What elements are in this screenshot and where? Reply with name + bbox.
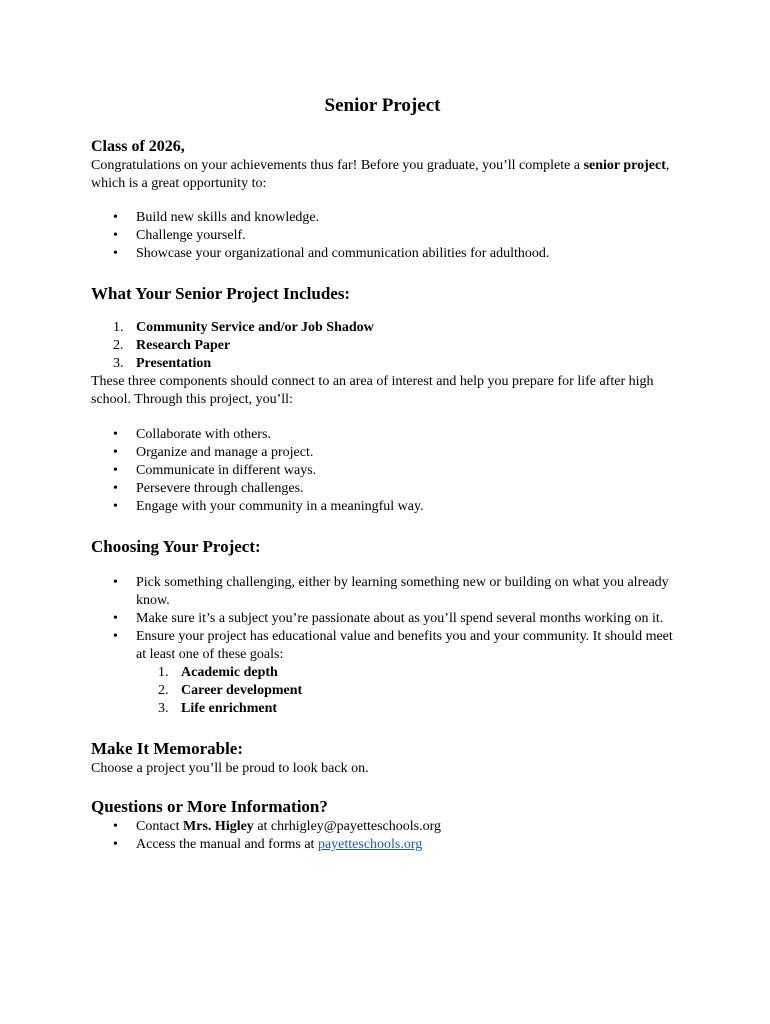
list-item: 3. Life enrichment xyxy=(158,701,278,716)
list-item: • Persevere through challenges. xyxy=(113,481,304,496)
bullet-icon: • xyxy=(113,445,118,460)
page-title: Senior Project xyxy=(324,95,441,116)
list-item: • Access the manual and forms at payetteschools.org xyxy=(113,837,423,852)
list-item: 2. Research Paper xyxy=(113,338,231,353)
intro-bold-term: senior project xyxy=(583,158,666,173)
list-item: 2. Career development xyxy=(158,683,303,698)
choosing-heading: Choosing Your Project: xyxy=(91,537,261,556)
memorable-heading: Make It Memorable: xyxy=(91,739,244,758)
bullet-icon: • xyxy=(113,499,118,514)
list-item: • Showcase your organizational and communication abilities for adulthood. xyxy=(113,246,550,261)
bullet-icon: • xyxy=(113,629,118,644)
list-item: 1. Academic depth xyxy=(158,665,278,680)
salutation: Class of 2026, xyxy=(91,138,185,155)
list-item: • Make sure it’s a subject you’re passionate about as you’ll spend several months working on it. xyxy=(113,611,664,626)
list-item: 3. Presentation xyxy=(113,356,212,371)
list-item: • Ensure your project has educational value and benefits you and your community. It should meet at least one of these goals: 1. Academic depth 2. Career development 3. Life enrichment xyxy=(91,628,674,718)
bullet-icon: • xyxy=(113,481,118,496)
list-item: • Pick something challenging, either by learning something new or building on what you already know. xyxy=(113,575,669,608)
choosing-bullet-list xyxy=(91,574,674,718)
intro-text-before: Congratulations on your achievements thus far! Before you graduate, you’ll complete a xyxy=(91,158,584,173)
contact-email: at chrhigley@payetteschools.org xyxy=(253,819,442,834)
list-item: • Contact Mrs. Higley at chrhigley@payetteschools.org xyxy=(113,819,442,834)
bullet-icon: • xyxy=(113,575,118,590)
list-item: • Challenge yourself. xyxy=(113,228,246,243)
intro-bullet-list xyxy=(91,209,674,263)
manual-link[interactable]: payetteschools.org xyxy=(317,837,423,852)
bullet-icon: • xyxy=(113,611,118,626)
memorable-paragraph: Choose a project you’ll be proud to look back on. xyxy=(91,761,369,776)
list-item: • Collaborate with others. xyxy=(113,427,271,442)
bullet-icon: • xyxy=(113,210,118,225)
bullet-icon: • xyxy=(113,246,118,261)
includes-paragraph: These three components should connect to an area of interest and help you prepare for life after high school. Through this project, you’ll: xyxy=(91,374,654,407)
list-item: • Build new skills and knowledge. xyxy=(113,210,320,225)
bullet-icon: • xyxy=(113,463,118,478)
includes-heading: What Your Senior Project Includes: xyxy=(91,284,351,303)
contact-name: Mrs. Higley xyxy=(183,819,254,834)
outcomes-bullet-list xyxy=(91,426,674,516)
list-item: 1. Community Service and/or Job Shadow xyxy=(113,320,374,335)
intro-text-after: , which is a great opportunity to: xyxy=(91,158,670,191)
questions-heading: Questions or More Information? xyxy=(91,797,328,816)
bullet-icon: • xyxy=(113,228,118,243)
goals-numbered-list xyxy=(91,664,674,718)
intro-paragraph xyxy=(91,157,674,193)
list-item: • Engage with your community in a meaningful way. xyxy=(113,499,424,514)
list-item: • Communicate in different ways. xyxy=(113,463,317,478)
bullet-icon: • xyxy=(113,427,118,442)
bullet-icon: • xyxy=(113,837,118,852)
questions-bullet-list xyxy=(91,818,674,854)
includes-numbered-list xyxy=(91,319,674,373)
bullet-icon: • xyxy=(113,819,118,834)
list-item: • Organize and manage a project. xyxy=(113,445,314,460)
